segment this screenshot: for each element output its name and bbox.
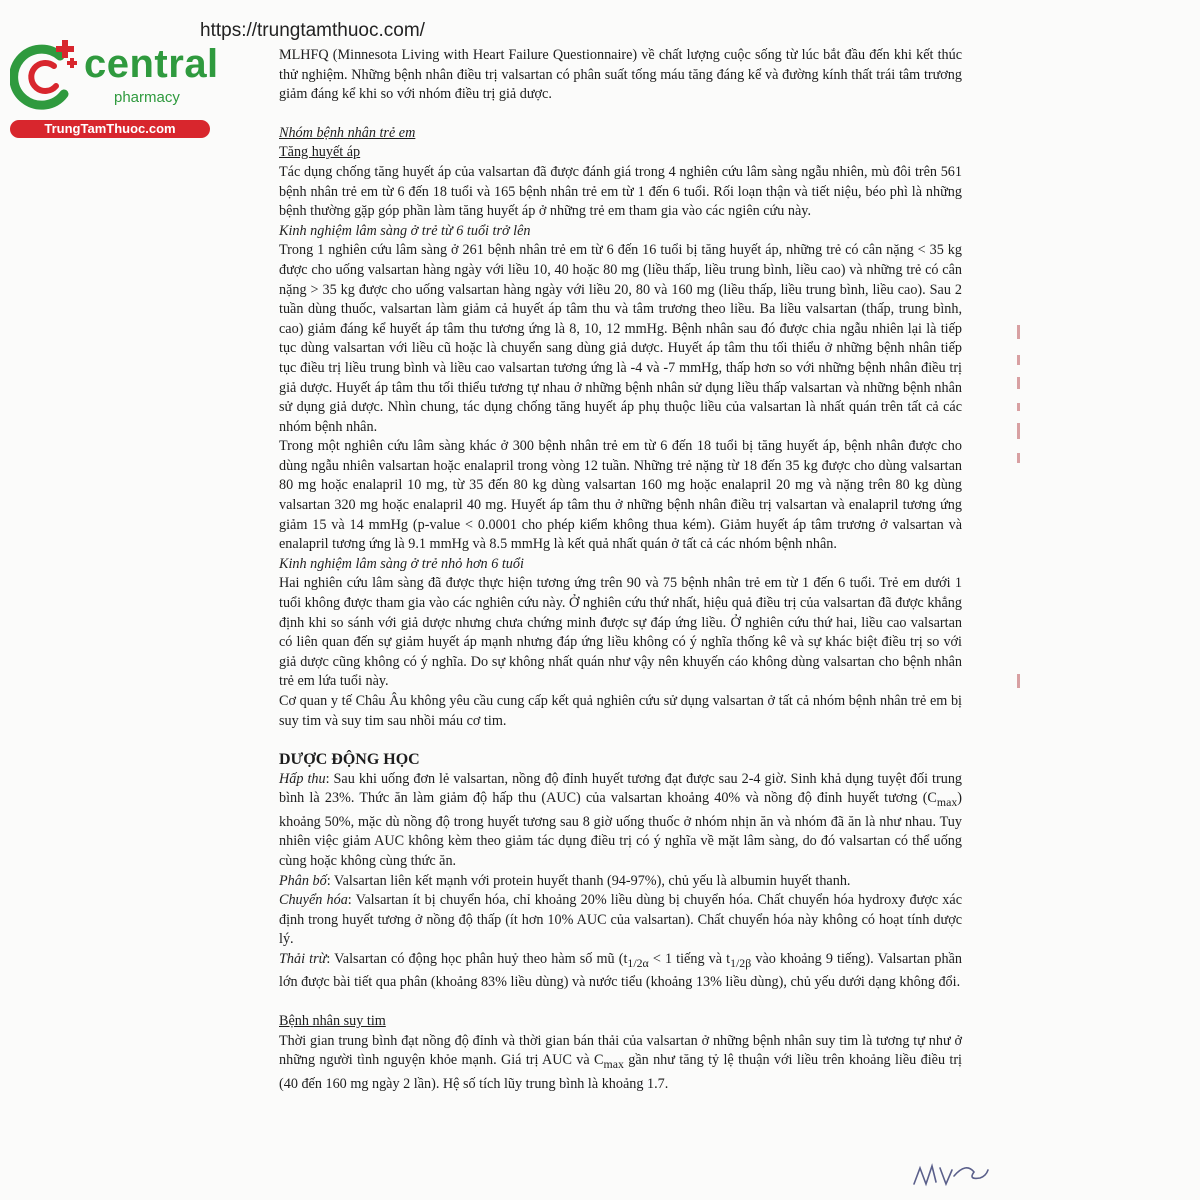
- elimination-paragraph: Thải trừ: Valsartan có động học phân huỷ theo hàm số mũ ($t_{1/2\alpha} < 1$ tiếng và $t_{1/2\beta}$ vào khoảng 9 tiếng). Valsartan phần lớn được bài tiết qua phân (khoảng 83% liều dùng) và nước tiểu (khoảng 13% liều dùng), chủ yếu dưới dạng không đổi.: [279, 950, 962, 991]
- under6-heading: Kinh nghiệm lâm sàng ở trẻ nhỏ hơn 6 tuổi: [279, 555, 524, 572]
- hypertension-paragraph: Tác dụng chống tăng huyết áp của valsartan đã được đánh giá trong 4 nghiên cứu lâm sàng ngẫu nhiên, mù đôi trên 561 bệnh nhân trẻ em từ 6 đến 18 tuổi và 165 bệnh nhân trẻ em từ 1 đến 6 tuổi. Rối loạn thận và tiết niệu, béo phì là những bệnh thường gặp góp phần làm tăng huyết áp ở những trẻ em tham gia vào các ngiên cứu này.: [279, 163, 962, 220]
- absorption-label: Hấp thu: [279, 770, 326, 787]
- hypertension-heading: Tăng huyết áp: [279, 144, 361, 161]
- metabolism-label: Chuyển hóa: [279, 892, 348, 909]
- margin-stamp-marks-lower: [1012, 670, 1026, 710]
- site-name-badge: TrungTamThuoc.com: [10, 120, 210, 138]
- intro-paragraph: MLHFQ (Minnesota Living with Heart Failure Questionnaire) về chất lượng cuộc sống từ lúc bắt đầu đến khi kết thúc thử nghiệm. Những bệnh nhân điều trị valsartan có phân suất tống máu tăng đáng kể và đường kính thất trái tâm trương giảm đáng kể khi so với nhóm điều trị giả dược.: [279, 47, 962, 103]
- metabolism-paragraph: Chuyển hóa: Valsartan ít bị chuyển hóa, chỉ khoảng 20% liều dùng bị chuyển hóa. Chất chuyển hóa hydroxy được xác định trong huyết tương ở nồng độ thấp (ít hơn 10% AUC của valsartan). Chất chuyển hóa này không có hoạt tính dược lý.: [279, 892, 962, 948]
- heart-failure-paragraph: Thời gian trung bình đạt nồng độ đỉnh và thời gian bán thải của valsartan ở những bệnh nhân suy tim là tương tự như ở những người tình nguyện khỏe mạnh. Giá trị AUC và $C_{max}$ gần như tăng tỷ lệ thuận với liều trên khoảng liều điều trị (40 đến 160 mg ngày 2 lần). Hệ số tích lũy trung bình là khoảng 1.7.: [279, 1032, 962, 1092]
- brand-subtitle: pharmacy: [114, 89, 180, 106]
- absorption-paragraph: Hấp thu: Sau khi uống đơn lẻ valsartan, nồng độ đỉnh huyết tương đạt được sau 2-4 giờ. Sinh khả dụng tuyệt đối trung bình là 23%. Thức ăn làm giảm độ hấp thu (AUC) của valsartan khoảng 40% và nồng độ đỉnh huyết tương $(C_{max})$ khoảng 50%, mặc dù nồng độ trong huyết tương sau 8 giờ uống thuốc ở nhóm nhịn ăn và nhóm đã ăn là như nhau. Tuy nhiên việc giảm AUC không kèm theo giảm tác dụng điều trị có ý nghĩa về mặt lâm sàng, do đó valsartan có thể uống cùng hoặc không cùng thức ăn.: [279, 770, 963, 869]
- over6-paragraph-b: Trong một nghiên cứu lâm sàng khác ở 300 bệnh nhân trẻ em từ 6 đến 18 tuổi bị tăng huyết áp, bệnh nhân được cho dùng ngẫu nhiên valsartan hoặc enalapril trong vòng 12 tuần. Những trẻ nặng từ 18 đến 35 kg được cho dùng valsartan 80 mg hoặc enalapril 10 mg, từ 35 đến 80 kg dùng valsartan 160 mg hoặc enalapril 20 mg và nặng trên 80 kg dùng valsartan 320 mg hoặc enalapril 40 mg. Huyết áp tâm thu ở những bệnh nhân điều trị valsartan và enalapril tương ứng giảm 15 và 14 mmHg (p-value < 0.0001 cho phép kiểm không thua kém). Giảm huyết áp tâm trương ở valsartan và enalapril tương ứng là 9.1 mmHg và 8.5 mmHg là kết quả nhất quán ở tất cả các nhóm bệnh nhân.: [279, 438, 962, 553]
- over6-paragraph-a: Trong 1 nghiên cứu lâm sàng ở 261 bệnh nhân trẻ em từ 6 đến 16 tuổi bị tăng huyết áp, những trẻ có cân nặng < 35 kg được cho uống valsartan hàng ngày với liều 10, 40 hoặc 80 mg (liều thấp, liều trung bình, liều cao) và những trẻ có cân nặng > 35 kg được cho uống valsartan hàng ngày với liều 20, 80 và 160 mg (liều thấp, liều trung bình, liều cao). Sau 2 tuần dùng thuốc, valsartan làm giảm cả huyết áp tâm thu và tâm trương theo liều. Ba liều valsartan (thấp, trung bình, cao) giảm đáng kể huyết áp tâm thu tương ứng là 8, 10, 12 mmHg. Bệnh nhân sau đó được chia ngẫu nhiên lại là tiếp tục dùng valsartan với liều cũ hoặc là chuyển sang dùng giả dược. Huyết áp tâm thu tối thiểu ở những bệnh nhân tiếp tục điều trị liều trung bình và liều cao valsartan tương ứng là -4 và -7 mmHg, thấp hơn so với những bệnh nhân điều trị giả dược. Huyết áp tâm thu tối thiểu tương tự nhau ở những bệnh nhân sử dụng liều thấp valsartan và những bệnh nhân sử dụng giả dược. Nhìn chung, tác dụng chống tăng huyết áp phụ thuộc liều của valsartan là nhất quán trên tất cả các nhóm bệnh nhân.: [279, 242, 962, 435]
- over6-heading: Kinh nghiệm lâm sàng ở trẻ từ 6 tuổi trở lên: [279, 222, 531, 239]
- under6-paragraph: Hai nghiên cứu lâm sàng đã được thực hiện tương ứng trên 90 và 75 bệnh nhân trẻ em từ 1 đến 6 tuổi. Trẻ em dưới 1 tuổi không được tham gia vào các nghiên cứu này. Ở nghiên cứu thứ nhất, hiệu quả điều trị của valsartan đã được khẳng định khi so sánh với giả dược nhưng chưa chứng minh được sự đáp ứng liều. Ở nghiên cứu thứ hai, liều cao valsartan có liên quan đến sự giảm huyết áp mạnh nhưng đáp ứng liều không có ý nghĩa thống kê và sự khác biệt điều trị so với giả dược cũng không có ý nghĩa. Do sự không nhất quán như vậy nên khuyến cáo không dùng valsartan cho bệnh nhân trẻ em lứa tuổi này.: [279, 575, 962, 690]
- elimination-label: Thải trừ: [279, 950, 327, 967]
- distribution-label: Phân bố: [279, 872, 327, 889]
- brand-name: central: [84, 42, 219, 86]
- cmax-subscript-2: max: [603, 1056, 624, 1071]
- t-alpha-subscript: 1/2α: [627, 955, 649, 970]
- document-body: [279, 46, 962, 1094]
- distribution-paragraph: Phân bố: Valsartan liên kết mạnh với protein huyết thanh (94-97%), chủ yếu là albumin huyết thanh.: [279, 872, 851, 889]
- margin-stamp-marks: [1012, 315, 1026, 485]
- heart-failure-heading: Bệnh nhân suy tim: [279, 1012, 386, 1029]
- pharmacy-logo[interactable]: [10, 38, 219, 138]
- ema-paragraph: Cơ quan y tế Châu Âu không yêu cầu cung cấp kết quả nghiên cứu sử dụng valsartan ở tất cả nhóm bệnh nhân trẻ em bị suy tim và suy tim sau nhồi máu cơ tim.: [279, 693, 962, 729]
- central-pharmacy-logo-icon: [10, 38, 82, 118]
- cmax-subscript: max: [936, 795, 958, 810]
- handwritten-signature: [910, 1158, 990, 1192]
- source-url[interactable]: https://trungtamthuoc.com/: [200, 20, 425, 41]
- t-beta-subscript: 1/2β: [730, 955, 752, 970]
- children-heading: Nhóm bệnh nhân trẻ em: [279, 124, 416, 141]
- pharmacokinetics-heading: DƯỢC ĐỘNG HỌC: [279, 751, 420, 769]
